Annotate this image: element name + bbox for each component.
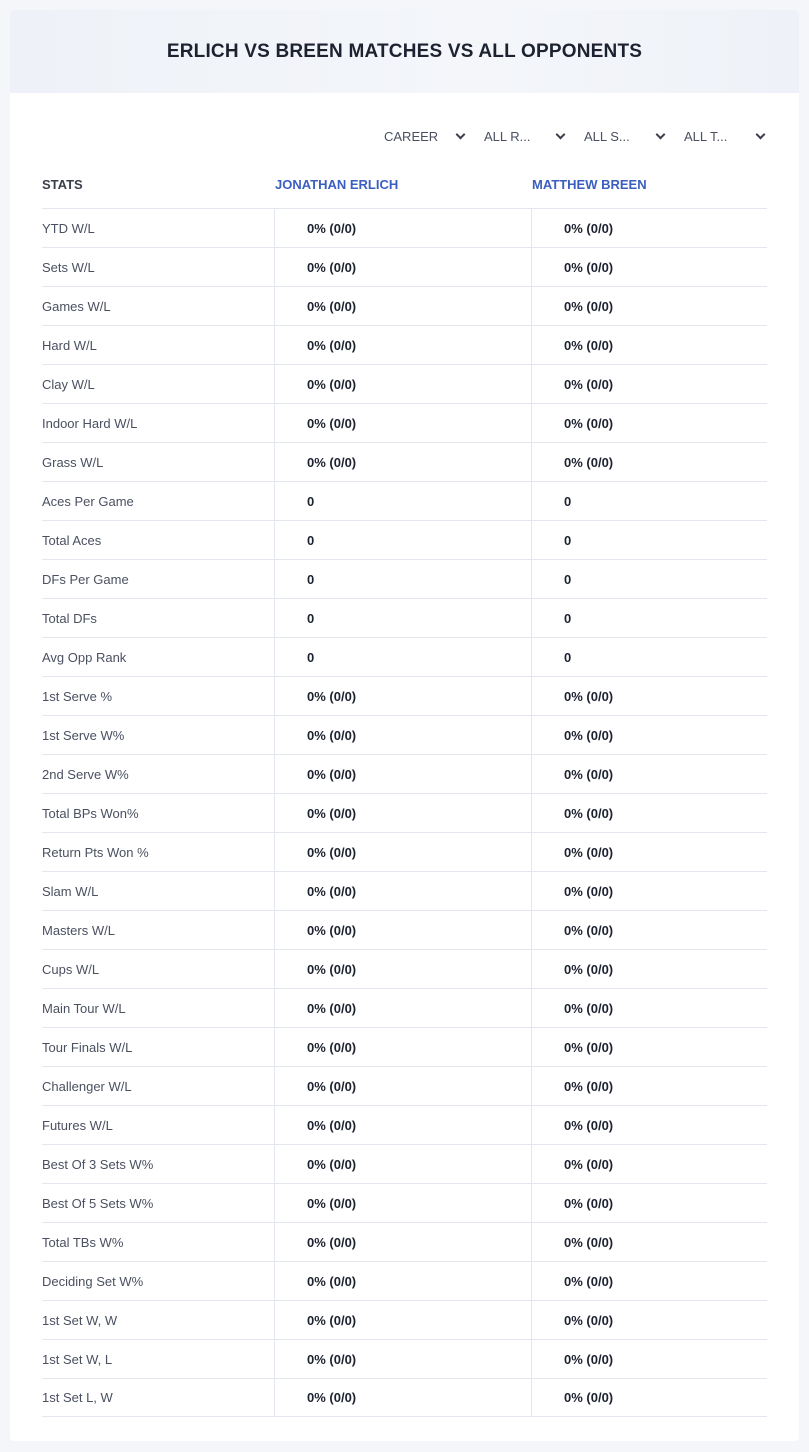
player1-value: 0% (0/0) <box>274 911 531 949</box>
stat-label: 1st Set L, W <box>42 1390 113 1405</box>
player1-value: 0% (0/0) <box>274 677 531 715</box>
stats-card <box>10 10 799 1441</box>
stat-label: 1st Serve % <box>42 688 113 704</box>
player1-value: 0% (0/0) <box>274 248 531 286</box>
chevron-down-icon <box>556 129 566 139</box>
table-row <box>42 247 767 286</box>
player2-value: 0 <box>531 560 767 598</box>
player2-value: 0% (0/0) <box>531 1340 767 1378</box>
page-title: ERLICH VS BREEN MATCHES VS ALL OPPONENTS <box>166 40 643 62</box>
stat-label: Masters W/L <box>42 922 115 938</box>
player2-value: 0% (0/0) <box>531 1223 767 1261</box>
table-row <box>42 442 767 481</box>
column-header-stats: STATS <box>42 176 83 192</box>
table-row <box>42 1339 767 1378</box>
stat-label: Cups W/L <box>42 961 100 977</box>
filter-label: CAREER <box>384 128 439 144</box>
table-row <box>42 910 767 949</box>
stat-label: Best Of 3 Sets W% <box>42 1156 154 1172</box>
filter-tournaments-select[interactable] <box>674 124 774 148</box>
table-row <box>42 871 767 910</box>
player1-value: 0 <box>274 482 531 520</box>
player1-value: 0% (0/0) <box>274 950 531 988</box>
table-row <box>42 754 767 793</box>
player1-value: 0% (0/0) <box>274 872 531 910</box>
player2-value: 0% (0/0) <box>531 326 767 364</box>
chevron-down-icon <box>756 129 766 139</box>
table-row <box>42 1300 767 1339</box>
table-row <box>42 793 767 832</box>
column-header-player2-link[interactable]: MATTHEW BREEN <box>532 176 647 192</box>
player2-value: 0% (0/0) <box>531 833 767 871</box>
player1-value: 0% (0/0) <box>274 365 531 403</box>
table-header <box>42 160 767 208</box>
player1-value: 0% (0/0) <box>274 1379 531 1416</box>
filter-career-select[interactable] <box>374 124 474 148</box>
chevron-down-icon <box>656 129 666 139</box>
table-row <box>42 208 767 247</box>
player2-value: 0% (0/0) <box>531 1379 767 1416</box>
player2-value: 0% (0/0) <box>531 755 767 793</box>
player1-value: 0% (0/0) <box>274 326 531 364</box>
stat-label: 1st Set W, L <box>42 1351 113 1367</box>
table-row <box>42 832 767 871</box>
player2-value: 0% (0/0) <box>531 248 767 286</box>
player2-value: 0% (0/0) <box>531 1184 767 1222</box>
stat-label: YTD W/L <box>42 220 95 236</box>
table-row <box>42 1144 767 1183</box>
player2-value: 0% (0/0) <box>531 989 767 1027</box>
table-row <box>42 286 767 325</box>
card-header <box>10 10 799 93</box>
player2-value: 0% (0/0) <box>531 872 767 910</box>
player2-value: 0% (0/0) <box>531 1262 767 1300</box>
table-row <box>42 1378 767 1417</box>
stat-label: Tour Finals W/L <box>42 1039 133 1055</box>
table-row <box>42 598 767 637</box>
player2-value: 0 <box>531 482 767 520</box>
player2-value: 0% (0/0) <box>531 911 767 949</box>
stat-label: DFs Per Game <box>42 571 129 587</box>
filter-label: ALL T... <box>684 128 728 144</box>
player1-value: 0% (0/0) <box>274 1028 531 1066</box>
table-row <box>42 1261 767 1300</box>
stat-label: Challenger W/L <box>42 1078 132 1094</box>
player1-value: 0% (0/0) <box>274 794 531 832</box>
table-body <box>42 208 767 1417</box>
player2-value: 0% (0/0) <box>531 209 767 247</box>
player1-value: 0% (0/0) <box>274 443 531 481</box>
stat-label: Total DFs <box>42 610 97 626</box>
stat-label: Best Of 5 Sets W% <box>42 1195 154 1211</box>
stat-label: Avg Opp Rank <box>42 649 127 665</box>
filter-label: ALL S... <box>584 128 630 144</box>
player1-value: 0% (0/0) <box>274 287 531 325</box>
player2-value: 0% (0/0) <box>531 794 767 832</box>
table-row <box>42 1066 767 1105</box>
filter-surfaces-select[interactable] <box>574 124 674 148</box>
player2-value: 0% (0/0) <box>531 365 767 403</box>
stat-label: Hard W/L <box>42 337 97 353</box>
stat-label: Deciding Set W% <box>42 1273 144 1289</box>
player1-value: 0% (0/0) <box>274 1145 531 1183</box>
stat-label: Indoor Hard W/L <box>42 415 138 431</box>
player1-value: 0% (0/0) <box>274 1262 531 1300</box>
player1-value: 0% (0/0) <box>274 716 531 754</box>
stat-label: 1st Set W, W <box>42 1312 118 1328</box>
player1-value: 0 <box>274 599 531 637</box>
player2-value: 0% (0/0) <box>531 1301 767 1339</box>
player2-value: 0 <box>531 638 767 676</box>
stat-label: Clay W/L <box>42 376 95 392</box>
table-row <box>42 520 767 559</box>
table-row <box>42 364 767 403</box>
filter-label: ALL R... <box>484 128 531 144</box>
stat-label: Total BPs Won% <box>42 805 139 821</box>
stat-label: Main Tour W/L <box>42 1000 126 1016</box>
player1-value: 0% (0/0) <box>274 833 531 871</box>
stat-label: Return Pts Won % <box>42 844 149 860</box>
player1-value: 0 <box>274 521 531 559</box>
stat-label: Futures W/L <box>42 1117 113 1133</box>
player1-value: 0% (0/0) <box>274 1340 531 1378</box>
table-row <box>42 559 767 598</box>
table-row <box>42 676 767 715</box>
table-row <box>42 1027 767 1066</box>
player2-value: 0% (0/0) <box>531 287 767 325</box>
table-row <box>42 1183 767 1222</box>
player2-value: 0% (0/0) <box>531 404 767 442</box>
stat-label: Games W/L <box>42 298 111 314</box>
player1-value: 0% (0/0) <box>274 1184 531 1222</box>
filter-bar <box>374 124 774 148</box>
table-row <box>42 1222 767 1261</box>
stat-label: 1st Serve W% <box>42 727 125 743</box>
player1-value: 0% (0/0) <box>274 209 531 247</box>
player2-value: 0% (0/0) <box>531 716 767 754</box>
stat-label: 2nd Serve W% <box>42 766 129 782</box>
table-row <box>42 325 767 364</box>
stats-table <box>42 160 767 1417</box>
player1-value: 0 <box>274 560 531 598</box>
column-header-player1-link[interactable]: JONATHAN ERLICH <box>275 176 399 192</box>
stat-label: Total TBs W% <box>42 1234 124 1250</box>
player2-value: 0% (0/0) <box>531 1145 767 1183</box>
player1-value: 0% (0/0) <box>274 1301 531 1339</box>
stat-label: Total Aces <box>42 532 102 548</box>
player1-value: 0% (0/0) <box>274 755 531 793</box>
filter-rounds-select[interactable] <box>474 124 574 148</box>
player2-value: 0% (0/0) <box>531 443 767 481</box>
stat-label: Aces Per Game <box>42 493 134 509</box>
table-row <box>42 949 767 988</box>
table-row <box>42 481 767 520</box>
player1-value: 0% (0/0) <box>274 1223 531 1261</box>
chevron-down-icon <box>456 129 466 139</box>
player2-value: 0 <box>531 521 767 559</box>
stat-label: Slam W/L <box>42 883 99 899</box>
player1-value: 0% (0/0) <box>274 404 531 442</box>
table-row <box>42 715 767 754</box>
player2-value: 0 <box>531 599 767 637</box>
table-row <box>42 1105 767 1144</box>
stat-label: Grass W/L <box>42 454 104 470</box>
player1-value: 0% (0/0) <box>274 1106 531 1144</box>
table-row <box>42 637 767 676</box>
player2-value: 0% (0/0) <box>531 677 767 715</box>
player1-value: 0% (0/0) <box>274 989 531 1027</box>
player1-value: 0% (0/0) <box>274 1067 531 1105</box>
player2-value: 0% (0/0) <box>531 1067 767 1105</box>
table-row <box>42 988 767 1027</box>
player2-value: 0% (0/0) <box>531 1028 767 1066</box>
player1-value: 0 <box>274 638 531 676</box>
player2-value: 0% (0/0) <box>531 1106 767 1144</box>
player2-value: 0% (0/0) <box>531 950 767 988</box>
table-row <box>42 403 767 442</box>
stat-label: Sets W/L <box>42 259 95 275</box>
